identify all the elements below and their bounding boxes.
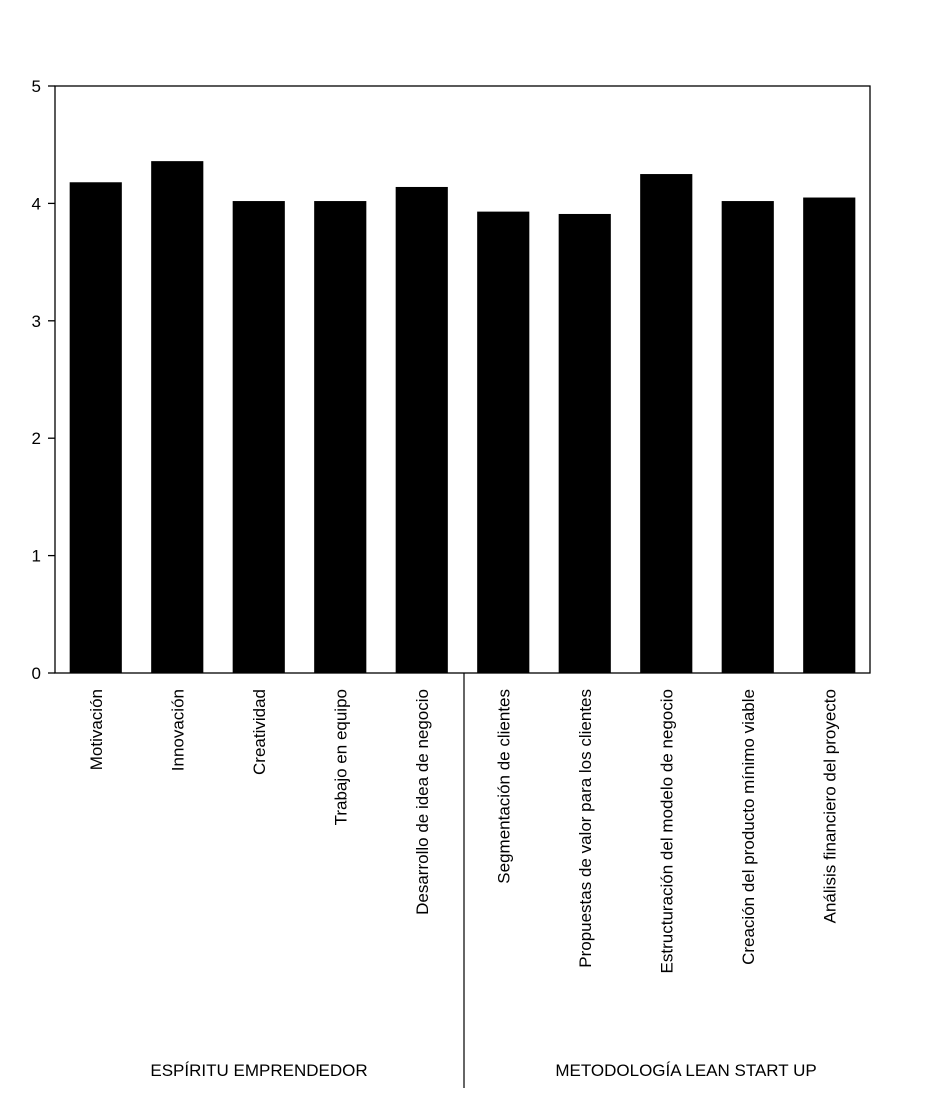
- category-label: Trabajo en equipo: [331, 689, 351, 826]
- category-label: Motivación: [86, 689, 106, 771]
- y-tick-label: 5: [31, 77, 41, 96]
- y-tick-label: 0: [31, 664, 41, 683]
- category-label: Desarrollo de idea de negocio: [412, 689, 432, 915]
- bar-5: [396, 187, 448, 673]
- bar-10: [803, 198, 855, 673]
- bar-7: [559, 214, 611, 673]
- y-axis: [32, 77, 55, 683]
- bar-9: [722, 201, 774, 673]
- bar-4: [314, 201, 366, 673]
- category-label: Creatividad: [249, 689, 269, 775]
- category-label: Análisis financiero del proyecto: [820, 689, 840, 924]
- bar-2: [151, 161, 203, 673]
- group-label-metodologia-lean-start-up: METODOLOGÍA LEAN START UP: [555, 1061, 817, 1080]
- category-label: Creación del producto mínimo viable: [738, 689, 758, 965]
- category-label: Segmentación de clientes: [494, 689, 514, 884]
- group-label-espiritu-emprendedor: ESPÍRITU EMPRENDEDOR: [150, 1061, 368, 1080]
- bar-8: [640, 174, 692, 673]
- bar-6: [477, 212, 529, 673]
- bar-1: [70, 182, 122, 673]
- y-tick-label: 2: [31, 429, 41, 449]
- category-label: Propuestas de valor para los clientes: [575, 689, 595, 968]
- category-label: Innovación: [168, 689, 188, 772]
- bars: [70, 161, 856, 673]
- bar-3: [233, 201, 285, 673]
- y-tick-label: 3: [31, 311, 41, 331]
- y-tick-label: 4: [31, 194, 41, 214]
- category-label: Estructuración del modelo de negocio: [657, 689, 677, 974]
- x-axis-labels: [87, 689, 840, 973]
- y-tick-label: 1: [31, 546, 41, 566]
